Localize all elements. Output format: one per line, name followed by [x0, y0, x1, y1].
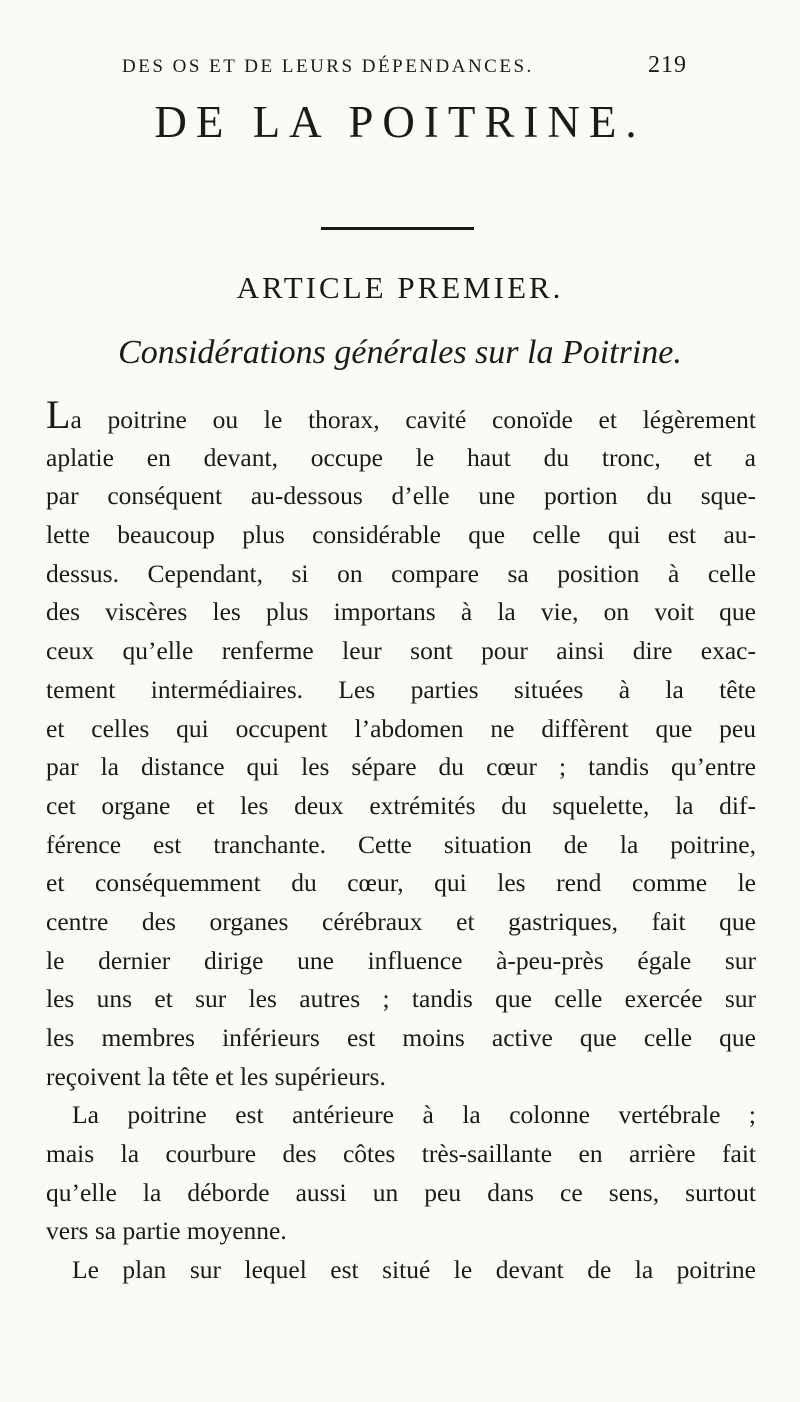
section-heading: Considérations générales sur la Poitrine.	[118, 334, 682, 371]
text-line: les membres inférieurs est moins active que celle que	[46, 1023, 756, 1052]
text-line: férence est tranchante. Cette situation de la poitrine,	[46, 829, 756, 859]
chapter-title: DE LA POITRINE.	[154, 97, 646, 147]
body-text	[46, 400, 756, 1290]
text-line: par la distance qui les sépare du cœur ; tandis qu’entre	[46, 752, 756, 782]
drop-cap: L	[46, 400, 71, 437]
running-head	[0, 52, 800, 86]
page-number: 219	[648, 52, 687, 78]
text-line: par conséquent au-dessous d’elle une portion du sque-	[46, 481, 756, 511]
text-line: des viscères les plus importans à la vie, on voit que	[46, 597, 756, 627]
title-rule	[321, 227, 474, 230]
text-line: le dernier dirige une influence à-peu-près égale sur	[46, 945, 756, 975]
text-line: mais la courbure des côtes très-saillante en arrière fait	[46, 1139, 756, 1169]
running-title: DES OS ET DE LEURS DÉPENDANCES.	[122, 56, 534, 77]
text-line: cet organe et les deux extrémités du squelette, la dif-	[46, 790, 756, 820]
text-line: qu’elle la déborde aussi un peu dans ce sens, surtout	[46, 1177, 756, 1207]
text-line-content: a poitrine ou le thorax, cavité conoïde et légèrement	[70, 405, 756, 434]
text-line: Le plan sur lequel est situé le devant de la poitrine	[72, 1255, 756, 1285]
text-line: La poitrine est antérieure à la colonne vertébrale ;	[72, 1100, 756, 1130]
text-line: centre des organes cérébraux et gastriques, fait que	[46, 906, 756, 936]
text-line: dessus. Cependant, si on compare sa position à celle	[46, 558, 756, 588]
text-line: lette beaucoup plus considérable que celle qui est au-	[46, 520, 756, 550]
text-line: vers sa partie moyenne.	[46, 1216, 287, 1246]
text-line: reçoivent la tête et les supérieurs.	[46, 1061, 386, 1091]
text-line: et conséquemment du cœur, qui les rend comme le	[46, 868, 756, 898]
text-line: et celles qui occupent l’abdomen ne diffèrent que peu	[46, 713, 756, 743]
text-line: tement intermédiaires. Les parties situées à la tête	[46, 674, 756, 704]
article-heading: ARTICLE PREMIER.	[236, 270, 564, 305]
text-line	[46, 400, 756, 439]
text-line: les uns et sur les autres ; tandis que celle exercée sur	[46, 984, 756, 1014]
text-line: ceux qu’elle renferme leur sont pour ainsi dire exac-	[46, 636, 756, 666]
text-line: aplatie en devant, occupe le haut du tronc, et a	[46, 442, 756, 472]
